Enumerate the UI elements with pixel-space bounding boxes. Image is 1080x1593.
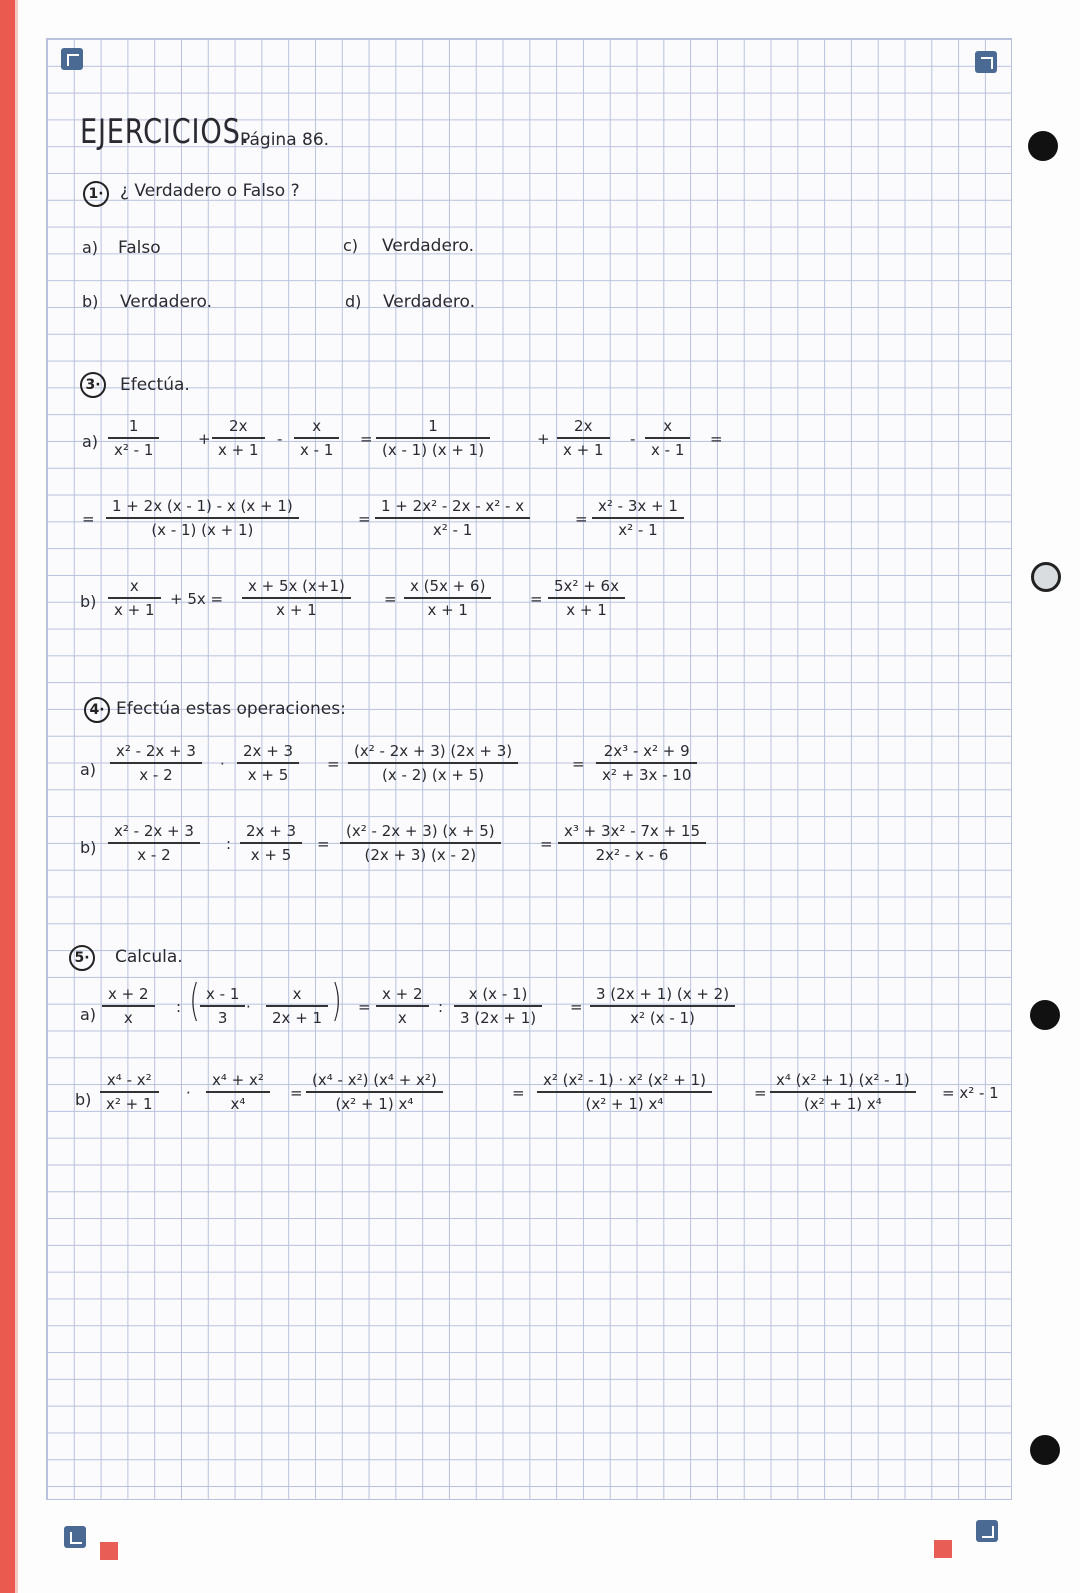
fraction [376, 985, 429, 1027]
fraction-numerator: 2x³ - x² + 9 [603, 742, 690, 760]
part-label: b) [80, 838, 97, 857]
fraction-denominator: x² - 1 [618, 520, 658, 539]
fraction [558, 822, 706, 864]
math-operator: + 5x = [170, 590, 224, 608]
math-operator: - [277, 430, 283, 448]
fraction-denominator: (x² + 1) x⁴ [335, 1094, 414, 1113]
page-reference: Página 86. [240, 130, 330, 150]
red-marker-right [934, 1540, 952, 1558]
fraction-numerator: x² - 2x + 3 [114, 822, 194, 840]
binder-hole [1028, 131, 1058, 161]
close-parenthesis: ) [331, 975, 342, 1026]
math-operator: = [710, 430, 723, 448]
fraction-denominator: (x - 1) (x + 1) [382, 440, 485, 459]
fraction [206, 1071, 270, 1113]
math-operator: = [570, 998, 583, 1016]
part-label: a) [80, 1005, 97, 1024]
fraction-denominator: x - 2 [139, 765, 173, 784]
fraction-denominator: x⁴ [230, 1094, 246, 1113]
fraction [376, 417, 490, 459]
part-label: a) [80, 760, 97, 779]
math-operator: = [358, 510, 371, 528]
fraction-numerator: x⁴ - x² [106, 1071, 152, 1089]
fraction-denominator: 2x + 1 [272, 1008, 323, 1027]
fraction-numerator: (x⁴ - x²) (x⁴ + x²) [312, 1071, 437, 1089]
fraction-denominator: (x - 1) (x + 1) [151, 520, 254, 539]
math-operator: = [754, 1084, 767, 1102]
part-label: b) [80, 592, 97, 611]
math-operator: + [537, 430, 550, 448]
corner-mark-top-right-icon [975, 51, 997, 73]
fraction [200, 985, 245, 1027]
fraction [375, 497, 530, 539]
fraction-denominator: x² - 1 [432, 520, 473, 539]
corner-mark-top-left-icon [61, 48, 83, 70]
fraction-numerator: (x² - 2x + 3) (2x + 3) [354, 742, 513, 760]
fraction-denominator: x - 2 [137, 845, 171, 864]
fraction-numerator: x⁴ + x² [212, 1071, 264, 1089]
fraction-denominator: 3 [217, 1008, 228, 1027]
exercise-1-prompt: ¿ Verdadero o Falso ? [120, 181, 300, 201]
fraction-numerator: x [312, 417, 322, 435]
fraction [237, 742, 299, 784]
fraction-denominator: (x² + 1) x⁴ [803, 1094, 882, 1113]
red-margin-strip [0, 0, 15, 1593]
fraction-denominator: x² + 1 [106, 1094, 153, 1113]
fraction-denominator: x + 1 [218, 440, 259, 459]
exercise-number-3: 3· [80, 372, 106, 398]
part-label: a) [82, 432, 99, 451]
exercise-4-prompt: Efectúa estas operaciones: [116, 699, 346, 719]
fraction-numerator: x² (x² - 1) · x² (x² + 1) [543, 1071, 706, 1089]
exercise-5-prompt: Calcula. [115, 947, 183, 967]
fraction [108, 577, 161, 619]
fraction [537, 1071, 712, 1113]
fraction-numerator: 3 (2x + 1) (x + 2) [596, 985, 730, 1003]
fraction [266, 985, 328, 1027]
corner-mark-bottom-left-icon [64, 1526, 86, 1548]
red-marker-left [100, 1542, 118, 1560]
fraction [645, 417, 690, 459]
math-operator: = [540, 835, 553, 853]
fraction-denominator: x - 1 [300, 440, 334, 459]
fraction [100, 1071, 159, 1113]
fraction [294, 417, 339, 459]
binder-hole [1030, 1435, 1060, 1465]
fraction [404, 577, 491, 619]
math-operator: = [358, 998, 371, 1016]
math-operator: = [360, 430, 373, 448]
fraction-numerator: x - 1 [206, 985, 240, 1003]
math-operator: = [82, 510, 95, 528]
corner-mark-bottom-right-icon [976, 1520, 998, 1542]
fraction [596, 742, 697, 784]
math-operator: : [226, 835, 232, 853]
math-operator: = x² - 1 [942, 1084, 999, 1102]
fraction [770, 1071, 916, 1113]
fraction [110, 742, 202, 784]
fraction [242, 577, 351, 619]
fraction [557, 417, 610, 459]
fraction-numerator: x [292, 985, 302, 1003]
math-operator: = [384, 590, 397, 608]
answer-text: Falso [118, 238, 161, 258]
fraction-numerator: 1 + 2x² - 2x - x² - x [381, 497, 525, 515]
fraction-denominator: (2x + 3) (x - 2) [364, 845, 477, 864]
fraction-numerator: 2x + 3 [243, 742, 294, 760]
page-title: EJERCICIOS. [80, 112, 251, 152]
fraction-denominator: x + 5 [250, 845, 292, 864]
fraction [590, 985, 735, 1027]
fraction [102, 985, 155, 1027]
answer-label: c) [343, 236, 359, 255]
fraction-denominator: x² + 3x - 10 [602, 765, 692, 784]
fraction-denominator: x [123, 1008, 133, 1027]
math-operator: = [317, 835, 330, 853]
fraction-numerator: 2x [574, 417, 593, 435]
exercise-3-prompt: Efectúa. [120, 375, 190, 395]
fraction-denominator: x [397, 1008, 407, 1027]
fraction-numerator: x³ + 3x² - 7x + 15 [564, 822, 700, 840]
exercise-number-4: 4· [84, 697, 110, 723]
answer-label: b) [82, 292, 99, 311]
fraction-numerator: (x² - 2x + 3) (x + 5) [346, 822, 495, 840]
fraction-numerator: x + 2 [382, 985, 423, 1003]
fraction-denominator: x + 5 [247, 765, 289, 784]
margin-edge [15, 0, 18, 1593]
fraction-numerator: 1 [428, 417, 438, 435]
fraction-numerator: 5x² + 6x [554, 577, 619, 595]
fraction [108, 822, 200, 864]
fraction-denominator: 2x² - x - 6 [595, 845, 669, 864]
fraction-denominator: 3 (2x + 1) [460, 1008, 537, 1027]
math-operator: · [220, 755, 225, 773]
fraction-denominator: x + 1 [427, 600, 468, 619]
fraction-numerator: x² - 2x + 3 [116, 742, 196, 760]
math-operator: = [327, 755, 340, 773]
fraction [212, 417, 265, 459]
open-parenthesis: ( [189, 975, 200, 1026]
exercise-number-5: 5· [69, 945, 95, 971]
fraction [106, 497, 299, 539]
fraction [306, 1071, 443, 1113]
fraction-numerator: 2x + 3 [246, 822, 297, 840]
binder-hole [1030, 1000, 1060, 1030]
fraction-denominator: (x² + 1) x⁴ [585, 1094, 664, 1113]
math-operator: = [530, 590, 543, 608]
fraction-numerator: x [129, 577, 139, 595]
fraction-numerator: x [663, 417, 673, 435]
math-operator: = [512, 1084, 525, 1102]
fraction-numerator: x (5x + 6) [410, 577, 486, 595]
fraction [592, 497, 684, 539]
fraction [548, 577, 625, 619]
fraction [454, 985, 542, 1027]
fraction-numerator: x + 5x (x+1) [248, 577, 345, 595]
fraction-denominator: x² (x - 1) [630, 1008, 695, 1027]
fraction-numerator: x⁴ (x² + 1) (x² - 1) [776, 1071, 910, 1089]
fraction-numerator: x + 2 [108, 985, 149, 1003]
fraction-numerator: x (x - 1) [468, 985, 528, 1003]
math-operator: · [246, 998, 251, 1016]
math-operator: + [198, 430, 211, 448]
answer-label: a) [82, 238, 99, 257]
math-operator: = [290, 1084, 303, 1102]
fraction-denominator: x + 1 [276, 600, 317, 619]
fraction-denominator: x - 1 [651, 440, 685, 459]
fraction-denominator: (x - 2) (x + 5) [382, 765, 485, 784]
fraction [340, 822, 501, 864]
fraction-numerator: 1 [128, 417, 139, 435]
answer-text: Verdadero. [382, 236, 475, 256]
fraction-denominator: x² - 1 [114, 440, 154, 459]
binder-hole-reinforced [1031, 562, 1061, 592]
answer-text: Verdadero. [383, 292, 476, 312]
fraction [108, 417, 159, 459]
math-operator: - [630, 430, 636, 448]
math-operator: = [572, 755, 585, 773]
math-operator: · [186, 1084, 191, 1102]
fraction-numerator: 1 + 2x (x - 1) - x (x + 1) [112, 497, 293, 515]
fraction-numerator: 2x [229, 417, 248, 435]
fraction [240, 822, 302, 864]
math-operator: : [438, 998, 444, 1016]
math-operator: = [575, 510, 588, 528]
exercise-number-1: 1· [83, 181, 109, 207]
fraction-denominator: x + 1 [114, 600, 155, 619]
answer-label: d) [345, 292, 362, 311]
fraction-denominator: x + 1 [566, 600, 607, 619]
answer-text: Verdadero. [120, 292, 213, 312]
math-operator: : [176, 998, 182, 1016]
part-label: b) [75, 1090, 92, 1109]
fraction-numerator: x² - 3x + 1 [598, 497, 678, 515]
fraction-denominator: x + 1 [563, 440, 604, 459]
fraction [348, 742, 518, 784]
